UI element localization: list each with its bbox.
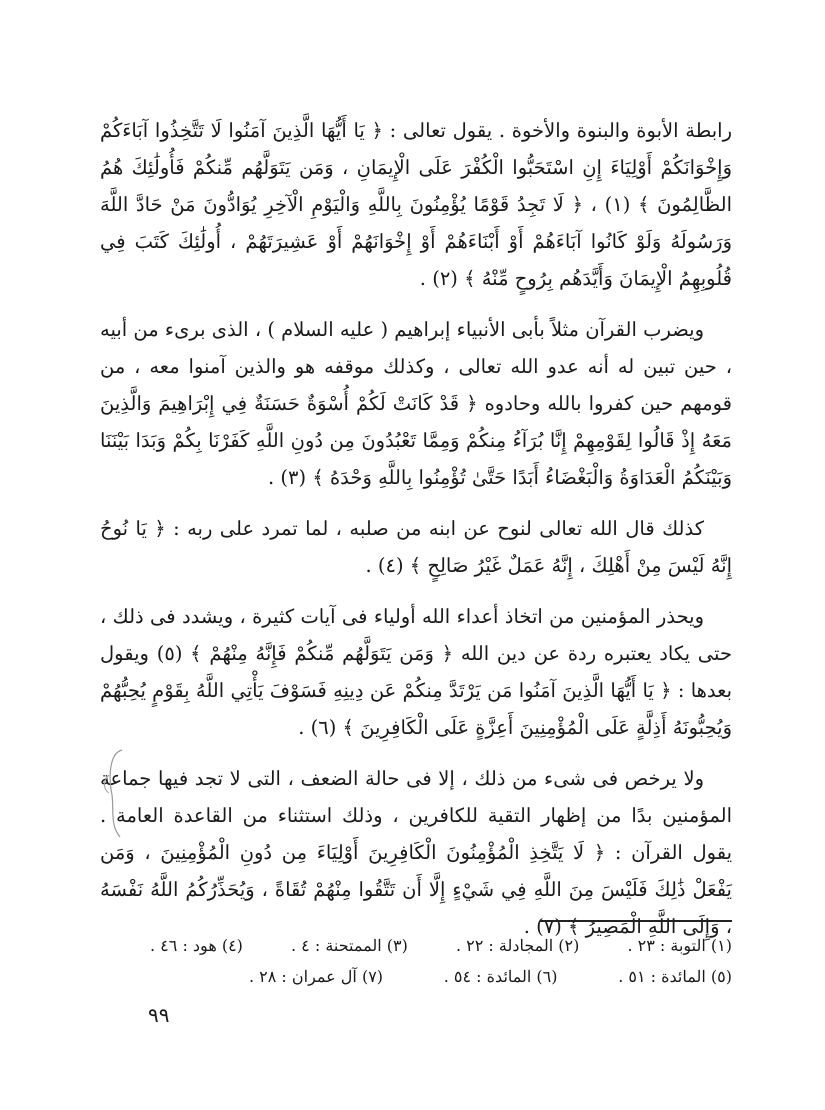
footnote-2: (٢) المجادلة : ٢٢ . <box>455 936 580 955</box>
footnotes <box>150 930 732 992</box>
margin-pencil-mark <box>100 745 130 840</box>
footnote-3: (٣) الممتحنة : ٤ . <box>290 936 408 955</box>
footnote-5: (٥) المائدة : ٥١ . <box>618 967 732 986</box>
paragraph-5: ولا يرخص فى شىء من ذلك ، إلا فى حالة الضعف ، التى لا تجد فيها جماعة المؤمنين بدًا من إظهار التقية للكافرين ، وذلك استثناء من القاعدة العامة . يقول القرآن : ﴿ لَا يَتَّخِذِ الْمُؤْمِنُونَ الْكَافِرِينَ أَوْلِيَاءَ مِن دُونِ الْمُؤْمِنِينَ ، وَمَن يَفْعَلْ ذَٰلِكَ فَلَيْسَ مِنَ اللَّهِ فِي شَيْءٍ إِلَّا أَن تَتَّقُوا مِنْهُمْ تُقَاةً ، وَيُحَذِّرُكُمُ اللَّهُ نَفْسَهُ ، وَإِلَى اللَّهِ الْمَصِيرُ ﴾ (٧) . <box>100 767 732 938</box>
footnote-line-1 <box>150 930 732 961</box>
paragraph-4: ويحذر المؤمنين من اتخاذ أعداء الله أولياء فى آيات كثيرة ، ويشدد فى ذلك ، حتى يكاد يعتبره ردة عن دين الله ﴿ وَمَن يَتَوَلَّهُم مِّنكُمْ فَإِنَّهُ مِنْهُمْ ﴾ (٥) ويقول بعدها : ﴿ يَا أَيُّهَا الَّذِينَ آمَنُوا مَن يَرْتَدَّ مِنكُمْ عَن دِينِهِ فَسَوْفَ يَأْتِي اللَّهُ بِقَوْمٍ يُحِبُّهُمْ وَيُحِبُّونَهُ أَذِلَّةٍ عَلَى الْمُؤْمِنِينَ أَعِزَّةٍ عَلَى الْكَافِرِينَ ﴾ (٦) . <box>100 605 732 739</box>
footnote-1: (١) التوبة : ٢٣ . <box>627 936 732 955</box>
paragraph-2: ويضرب القرآن مثلاً بأبى الأنبياء إبراهيم ( عليه السلام ) ، الذى برىء من أبيه ، حين تبين له أنه عدو الله تعالى ، وكذلك موقفه هو والذين آمنوا معه ، من قومهم حين كفروا بالله وحادوه ﴿ قَدْ كَانَتْ لَكُمْ أُسْوَةٌ حَسَنَةٌ فِي إِبْرَاهِيمَ وَالَّذِينَ مَعَهُ إِذْ قَالُوا لِقَوْمِهِمْ إِنَّا بُرَآءُ مِنكُمْ وَمِمَّا تَعْبُدُونَ مِن دُونِ اللَّهِ كَفَرْنَا بِكُمْ وَبَدَا بَيْنَنَا وَبَيْنَكُمُ الْعَدَاوَةُ وَالْبَغْضَاءُ أَبَدًا حَتَّىٰ تُؤْمِنُوا بِاللَّهِ وَحْدَهُ ﴾ (٣) . <box>100 318 732 489</box>
footnote-4: (٤) هود : ٤٦ . <box>150 936 243 955</box>
body-text <box>100 112 732 945</box>
footnote-line-2 <box>249 961 732 992</box>
page-number: ٩٩ <box>148 1003 170 1027</box>
footnote-6: (٦) المائدة : ٥٤ . <box>443 967 558 986</box>
paragraph-3: كذلك قال الله تعالى لنوح عن ابنه من صلبه ، لما تمرد على ربه : ﴿ يَا نُوحُ إِنَّهُ لَيْسَ مِنْ أَهْلِكَ ، إِنَّهُ عَمَلٌ غَيْرُ صَالِحٍ ﴾ (٤) . <box>100 517 732 577</box>
footnote-separator <box>540 920 732 922</box>
footnote-7: (٧) آل عمران : ٢٨ . <box>248 967 384 986</box>
paragraph-1: رابطة الأبوة والبنوة والأخوة . يقول تعالى : ﴿ يَا أَيُّهَا الَّذِينَ آمَنُوا لَا تَتَّخِذُوا آبَاءَكُمْ وَإِخْوَانَكُمْ أَوْلِيَاءَ إِنِ اسْتَحَبُّوا الْكُفْرَ عَلَى الْإِيمَانِ ، وَمَن يَتَوَلَّهُم مِّنكُمْ فَأُولَٰئِكَ هُمُ الظَّالِمُونَ ﴾ (١) ، ﴿ لَا تَجِدُ قَوْمًا يُؤْمِنُونَ بِاللَّهِ وَالْيَوْمِ الْآخِرِ يُوَادُّونَ مَنْ حَادَّ اللَّهَ وَرَسُولَهُ وَلَوْ كَانُوا آبَاءَهُمْ أَوْ أَبْنَاءَهُمْ أَوْ إِخْوَانَهُمْ أَوْ عَشِيرَتَهُمْ ، أُولَٰئِكَ كَتَبَ فِي قُلُوبِهِمُ الْإِيمَانَ وَأَيَّدَهُم بِرُوحٍ مِّنْهُ ﴾ (٢) . <box>100 119 732 290</box>
